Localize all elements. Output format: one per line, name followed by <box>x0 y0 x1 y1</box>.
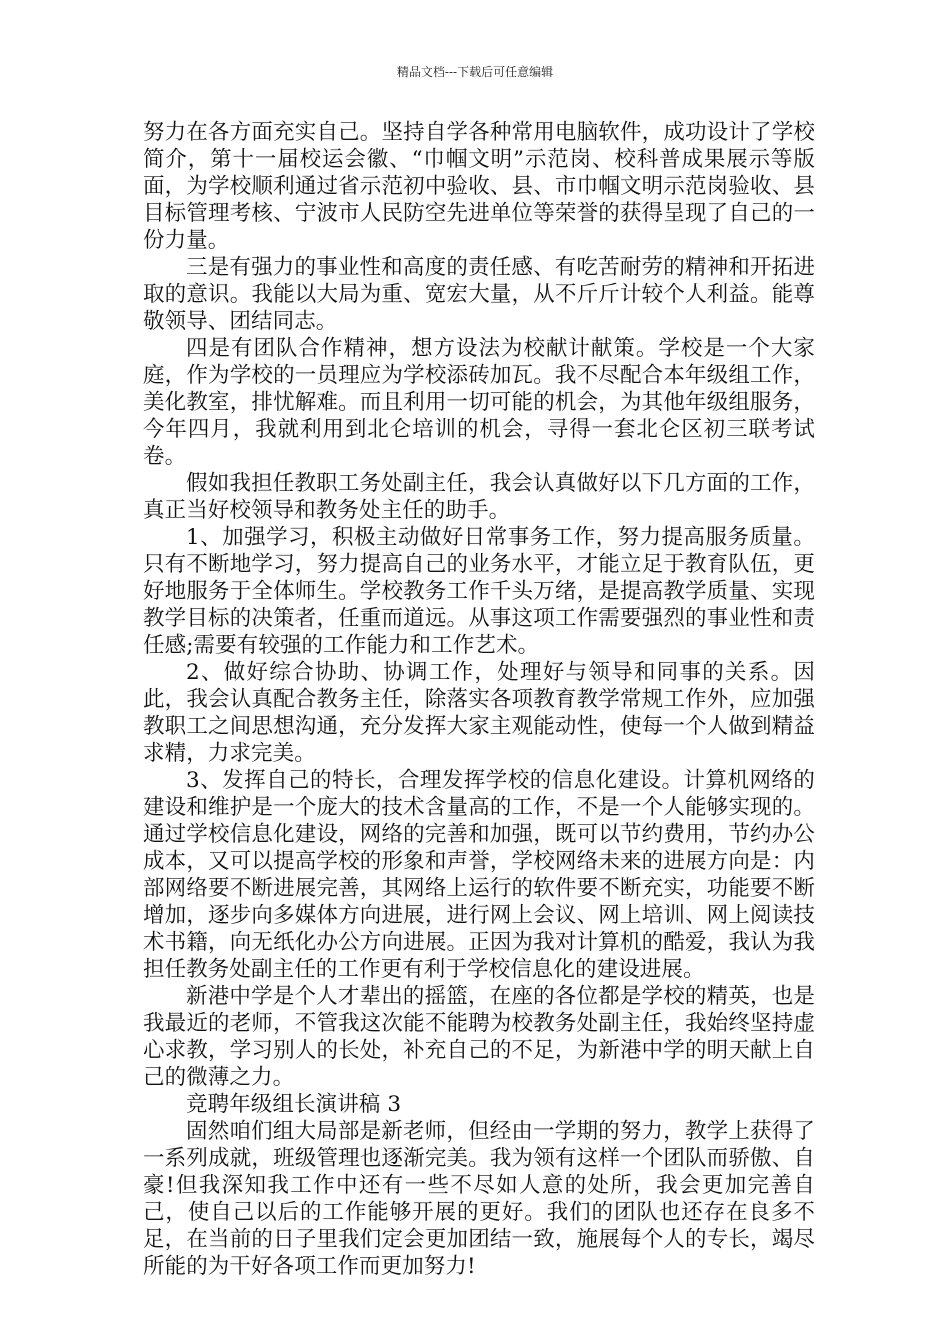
paragraph-plan-item-1: 1、加强学习，积极主动做好日常事务工作，努力提高服务质量。只有不断地学习，努力提高自己的业务水平，才能立足于教育队伍，更好地服务于全体师生。学校教务工作千头万绪，是提高教学质量、实现教学目标的决策者，任重而道远。从事这项工作需要强烈的事业性和责任感;需要有较强的工作能力和工作艺术。 <box>143 525 815 658</box>
paragraph-plan-item-3: 3、发挥自己的特长，合理发挥学校的信息化建设。计算机网络的建设和维护是一个庞大的技术含量高的工作，不是一个人能够实现的。通过学校信息化建设，网络的完善和加强，既可以节约费用，节约办公成本，又可以提高学校的形象和声誉，学校网络未来的进展方向是：内部网络要不断进展完善，其网络上运行的软件要不断充实，功能要不断增加，逐步向多媒体方向进展，进行网上会议、网上培训、网上阅读技术书籍，向无纸化办公方向进展。正因为我对计算机的酷爱，我认为我担任教务处副主任的工作更有利于学校信息化的建设进展。 <box>143 768 815 982</box>
document-body <box>143 119 815 1280</box>
page-header: 精品文档---下载后可任意编辑 <box>396 65 554 79</box>
paragraph-closing: 新港中学是个人才辈出的摇篮，在座的各位都是学校的精英，也是我最近的老师，不管我这次能不能聘为校教务处副主任，我始终坚持虚心求教，学习别人的长处，补充自己的不足，为新港中学的明天献上自己的微薄之力。 <box>143 984 815 1090</box>
section-heading: 竞聘年级组长演讲稿 3 <box>186 1092 402 1117</box>
paragraph-point-four: 四是有团队合作精神，想方设法为校献计献策。学校是一个大家庭，作为学校的一员理应为学校添砖加瓦。我不尽配合本年级组工作，美化教室，排忧解难。而且利用一切可能的机会，为其他年级组服务，今年四月，我就利用到北仑培训的机会，寻得一套北仑区初三联考试卷。 <box>143 336 815 469</box>
paragraph-continuation: 努力在各方面充实自己。坚持自学各种常用电脑软件，成功设计了学校简介，第十一届校运会徽、“巾帼文明”示范岗、校科普成果展示等版面，为学校顺利通过省示范初中验收、县、市巾帼文明示范岗验收、县目标管理考核、宁波市人民防空先进单位等荣誉的获得呈现了自己的一份力量。 <box>143 120 815 253</box>
paragraph-plan-item-2: 2、做好综合协助、协调工作，处理好与领导和同事的关系。因此，我会认真配合教务主任，除落实各项教育教学常规工作外，应加强教职工之间思想沟通，充分发挥大家主观能动性，使每一个人做到精益求精，力求完美。 <box>143 660 815 766</box>
paragraph-speech-3: 固然咱们组大局部是新老师，但经由一学期的努力，教学上获得了一系列成就，班级管理也逐渐完美。我为领有这样一个团队而骄傲、自豪!但我深知我工作中还有一些不尽如人意的处所，我会更加完善自己，使自己以后的工作能够开展的更好。我们的团队也还存在良多不足，在当前的日子里我们定会更加团结一致，施展每个人的专长，竭尽所能的为干好各项工作而更加努力! <box>143 1119 815 1279</box>
paragraph-point-three: 三是有强力的事业性和高度的责任感、有吃苦耐劳的精神和开拓进取的意识。我能以大局为重、宽宏大量，从不斤斤计较个人利益。能尊敬领导、团结同志。 <box>143 255 815 334</box>
paragraph-plan-intro: 假如我担任教职工务处副主任，我会认真做好以下几方面的工作，真正当好校领导和教务处主任的助手。 <box>143 471 815 523</box>
